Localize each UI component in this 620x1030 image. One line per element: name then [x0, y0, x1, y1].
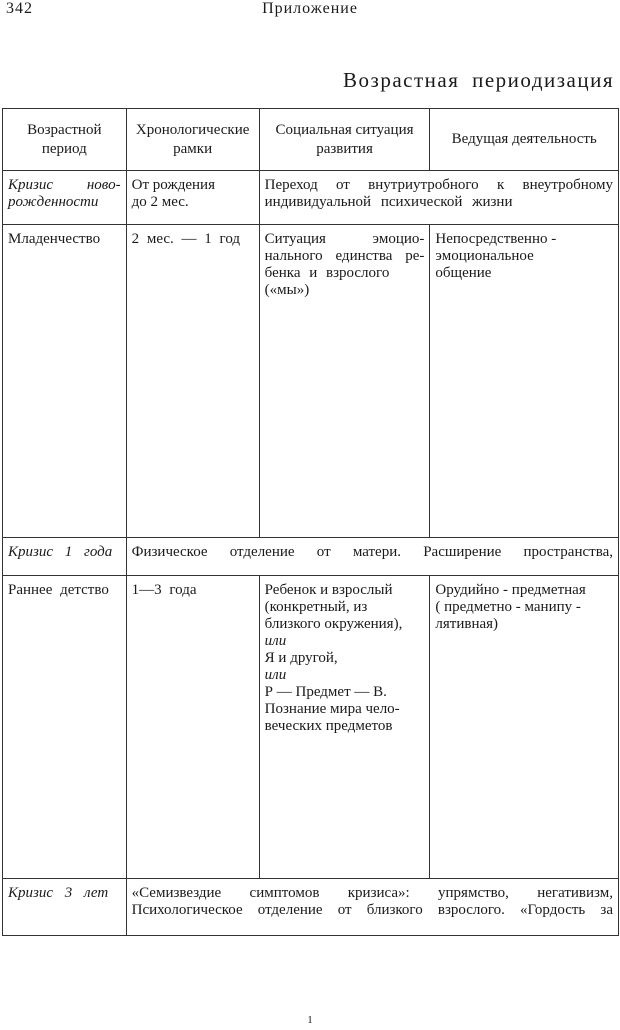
cell-period: [3, 171, 127, 225]
activity-line: лятивная): [435, 616, 499, 632]
cell-merged-description: [126, 538, 618, 576]
activity-line: Непосредственно -: [435, 231, 557, 247]
table-row-crisis-3-years: [3, 879, 619, 936]
situation-line: Познание мира чело-: [264, 701, 400, 717]
situation-line: близкого окружения),: [264, 616, 403, 632]
situation-line: нального единства ре-: [264, 248, 425, 264]
cell-merged-description: [259, 171, 618, 225]
activity-line: эмоциональное: [435, 248, 534, 264]
period-line: рожденности: [8, 194, 99, 210]
situation-line: бенка и взрослого: [264, 265, 390, 281]
table-row-early-childhood: [3, 576, 619, 879]
situation-line: или: [264, 667, 287, 683]
cell-social-situation: [259, 576, 430, 879]
description-line: индивидуальной психической жизни: [264, 194, 513, 210]
description-line: «Семизвездие симптомов кризиса»: упрямство, негативизм,: [131, 885, 613, 901]
activity-line: Орудийно - предметная: [435, 582, 586, 598]
situation-line: (конкретный, из: [264, 599, 368, 615]
header-chronology: Хронологические рамки: [126, 109, 259, 171]
description-line: Психологическое отделение от близкого взрослого. «Гордость за: [131, 902, 613, 918]
chronology-line: до 2 мес.: [131, 194, 189, 210]
cell-leading-activity: [430, 225, 619, 538]
activity-line: общение: [435, 265, 492, 281]
cell-period: Раннее детство: [3, 576, 127, 879]
table-row-infancy: [3, 225, 619, 538]
table-header-row: [3, 109, 619, 171]
cell-chronology: 1—3 года: [126, 576, 259, 879]
footer-mark: 1: [307, 1014, 313, 1026]
situation-line: Я и другой,: [264, 650, 338, 666]
cell-social-situation: [259, 225, 430, 538]
cell-period: Младенчество: [3, 225, 127, 538]
header-age-period: Возрастной период: [3, 109, 127, 171]
situation-line: Р — Предмет — В.: [264, 684, 387, 700]
cell-merged-description: [126, 879, 618, 936]
cell-leading-activity: [430, 576, 619, 879]
table-title: Возрастная периодизация: [343, 68, 614, 92]
page-number: 342: [6, 0, 33, 17]
period-line: Кризис ново-: [8, 177, 121, 193]
situation-line: веческих предметов: [264, 718, 393, 734]
situation-line: или: [264, 633, 287, 649]
cell-period: Кризис 1 года: [3, 538, 127, 576]
running-head: Приложение: [262, 0, 358, 17]
situation-line: Ребенок и взрослый: [264, 582, 393, 598]
cell-chronology: [126, 171, 259, 225]
header-social-situation: Социальная ситуация развития: [259, 109, 430, 171]
table-row-crisis-1-year: [3, 538, 619, 576]
situation-line: Ситуация эмоцио-: [264, 231, 425, 247]
description-line: Физическое отделение от матери. Расширение пространства,: [131, 544, 613, 560]
table-row-newborn-crisis: [3, 171, 619, 225]
cell-period: Кризис 3 лет: [3, 879, 127, 936]
chronology-line: От рождения: [131, 177, 215, 193]
situation-line: («мы»): [264, 282, 310, 298]
header-leading-activity: Ведущая деятельность: [430, 109, 619, 171]
activity-line: ( предметно - манипу -: [435, 599, 581, 615]
description-line: Переход от внутриутробного к внеутробному: [264, 177, 613, 193]
periodization-table: [2, 108, 619, 936]
cell-chronology: 2 мес. — 1 год: [126, 225, 259, 538]
